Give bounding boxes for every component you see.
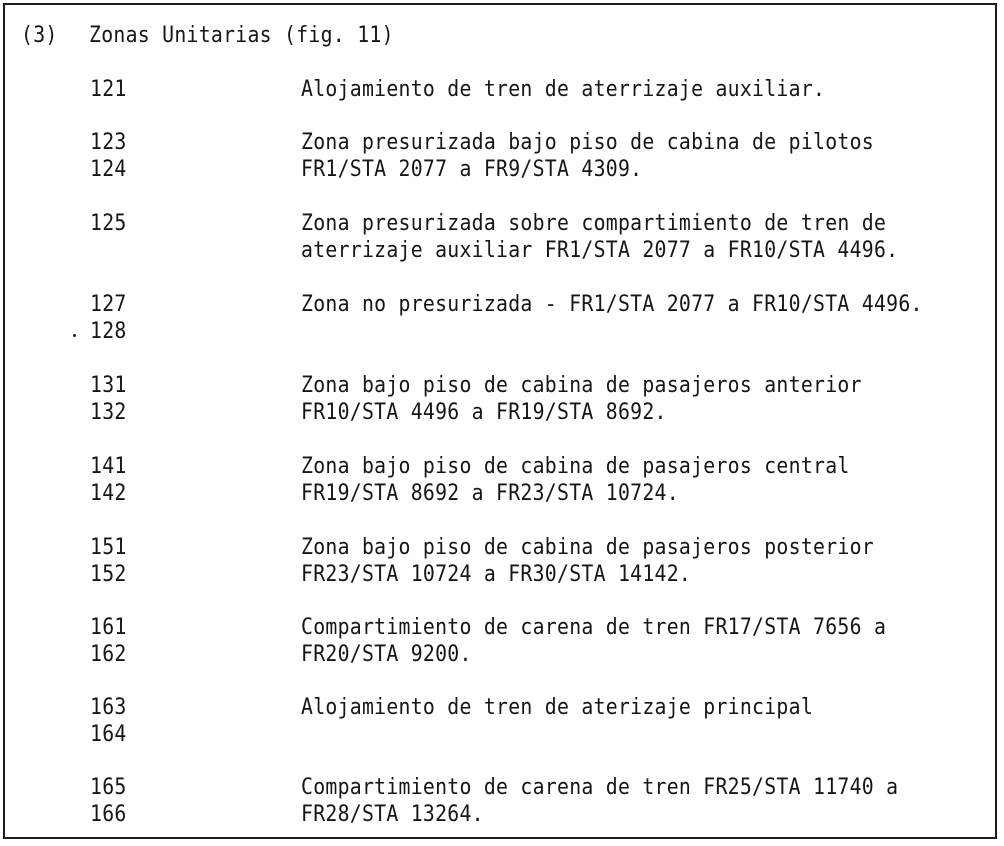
- zone-description: Zona bajo piso de cabina de pasajeros anterior: [301, 373, 862, 398]
- zone-description: FR1/STA 2077 a FR9/STA 4309.: [301, 157, 643, 182]
- zone-description: FR19/STA 8692 a FR23/STA 10724.: [301, 481, 679, 506]
- zone-description: FR10/STA 4496 a FR19/STA 8692.: [301, 400, 667, 425]
- zone-code: 141: [90, 454, 127, 479]
- section-title: Zonas Unitarias (fig. 11): [89, 23, 394, 48]
- zone-code: 128: [90, 319, 127, 344]
- zone-description: Zona bajo piso de cabina de pasajeros posterior: [301, 535, 874, 560]
- zone-description: Compartimiento de carena de tren FR25/STA 11740 a: [301, 775, 899, 800]
- zone-code: 123: [90, 130, 127, 155]
- section-number: (3): [21, 23, 58, 48]
- zone-code: 152: [90, 562, 127, 587]
- zone-code: 161: [90, 615, 127, 640]
- zone-code: 162: [90, 642, 127, 667]
- stray-dot: [73, 334, 76, 337]
- zone-code: 142: [90, 481, 127, 506]
- zone-description: aterrizaje auxiliar FR1/STA 2077 a FR10/STA 4496.: [301, 238, 899, 263]
- zone-description: FR23/STA 10724 a FR30/STA 14142.: [301, 562, 692, 587]
- zone-code: 131: [90, 373, 127, 398]
- zone-description: Zona presurizada sobre compartimiento de tren de: [301, 211, 887, 236]
- zone-code: 124: [90, 157, 127, 182]
- zone-code: 121: [90, 77, 127, 102]
- zone-code: 127: [90, 292, 127, 317]
- document-page: [3, 3, 997, 839]
- zone-code: 132: [90, 400, 127, 425]
- zone-code: 164: [90, 722, 127, 747]
- zone-description: Alojamiento de tren de aterrizaje auxiliar.: [301, 77, 826, 102]
- zone-description: FR28/STA 13264.: [301, 802, 484, 827]
- zone-description: Zona presurizada bajo piso de cabina de pilotos: [301, 130, 874, 155]
- zone-description: FR20/STA 9200.: [301, 642, 472, 667]
- zone-code: 165: [90, 775, 127, 800]
- zone-description: Alojamiento de tren de aterizaje principal: [301, 695, 814, 720]
- zone-description: Compartimiento de carena de tren FR17/STA 7656 a: [301, 615, 887, 640]
- zone-code: 125: [90, 211, 127, 236]
- zone-description: Zona bajo piso de cabina de pasajeros central: [301, 454, 850, 479]
- zone-code: 166: [90, 802, 127, 827]
- zone-code: 151: [90, 535, 127, 560]
- zone-description: Zona no presurizada - FR1/STA 2077 a FR10/STA 4496.: [301, 292, 923, 317]
- zone-code: 163: [90, 695, 127, 720]
